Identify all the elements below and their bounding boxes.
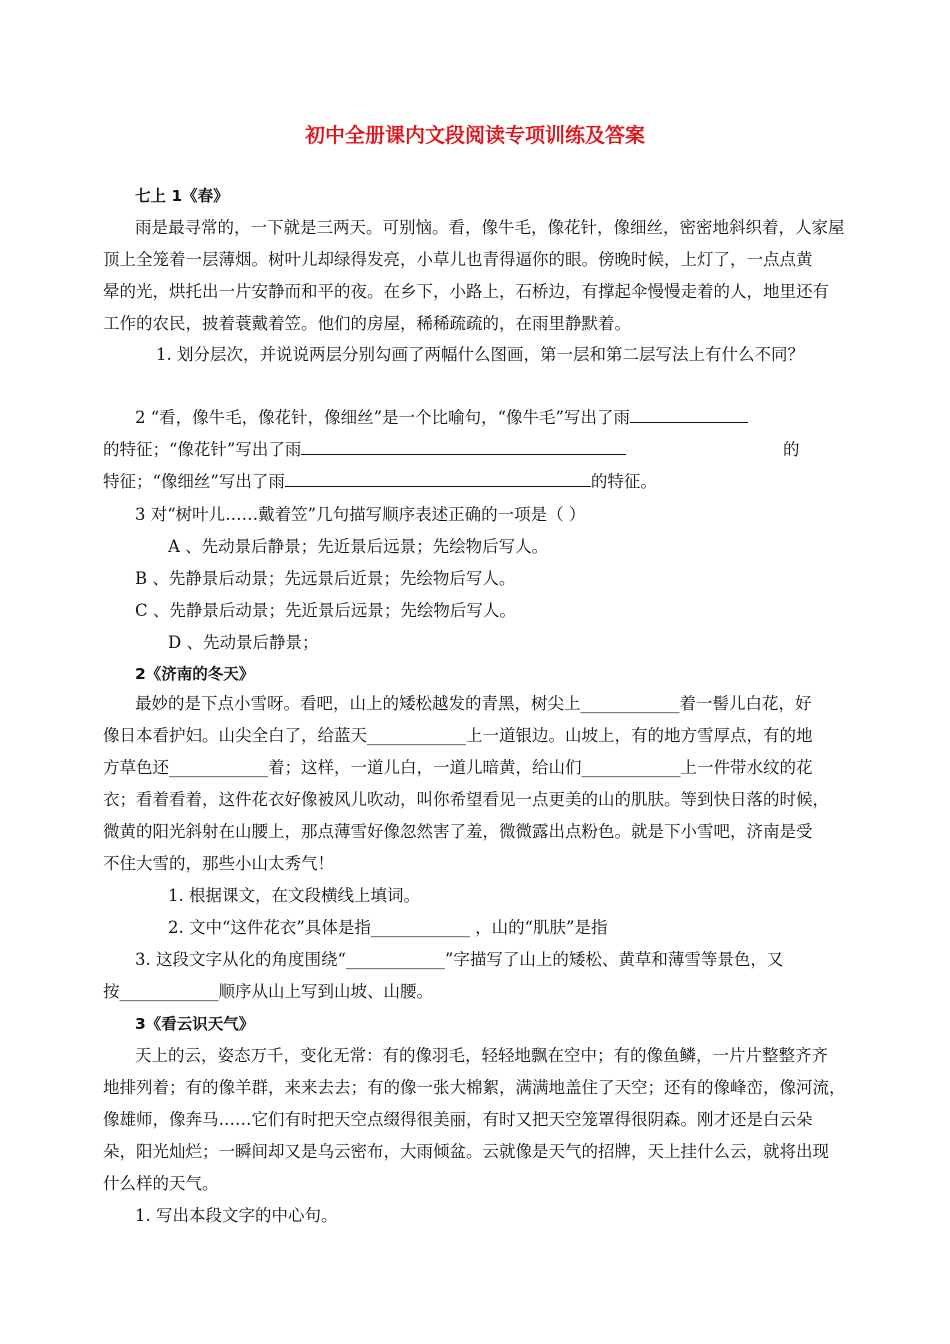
- paragraph-line: 微黄的阳光斜射在山腰上，那点薄雪好像忽然害了羞，微微露出点粉色。就是下小雪吧，济南是受: [103, 822, 813, 841]
- question-2-line-1: [135, 408, 748, 428]
- question-2-text-c: 特征；“像细丝”写出了雨: [103, 472, 285, 491]
- option-c: C 、先静景后动景；先近景后远景；先绘物后写人。: [135, 601, 516, 620]
- paragraph-line: 像日本看护妇。山尖全白了，给蓝天____________上一道银边。山坡上，有的地方雪厚点，有的地: [103, 726, 813, 745]
- option-b: B 、先静景后动景；先远景后近景；先绘物后写人。: [135, 569, 516, 588]
- paragraph-line: 工作的农民，披着蓑戴着笠。他们的房屋，稀稀疏疏的，在雨里静默着。: [103, 314, 631, 333]
- question-2-text-a: 2 “看，像牛毛，像花针，像细丝”是一个比喻句，“像牛毛”写出了雨: [135, 408, 630, 427]
- paragraph-line: 像雄师，像奔马……它们有时把天空点缀得很美丽，有时又把天空笼罩得很阴森。刚才还是白云朵: [103, 1110, 813, 1129]
- question-1: 1. 根据课文，在文段横线上填词。: [168, 886, 420, 905]
- paragraph-line: 什么样的天气。: [103, 1174, 219, 1193]
- question-2-text-c-end: 的特征。: [590, 472, 657, 491]
- option-d: D 、先动景后静景；: [168, 633, 319, 652]
- section-heading-jinan-winter: 2《济南的冬天》: [135, 665, 255, 683]
- answer-blank[interactable]: [301, 440, 626, 455]
- question-2-text-b-end: 的: [783, 440, 800, 459]
- question-3-line-2: 按____________顺序从山上写到山坡、山腰。: [103, 982, 433, 1001]
- question-1: 1. 划分层次，并说说两层分别勾画了两幅什么图画，第一层和第二层写法上有什么不同？: [156, 345, 804, 364]
- paragraph-line: 雨是最寻常的，一下就是三两天。可别恼。看，像牛毛，像花针，像细丝，密密地斜织着，人家屋: [135, 218, 845, 237]
- question-2: 2. 文中“这件花衣”具体是指____________ ，山的“肌肤”是指: [168, 918, 608, 937]
- question-2-line-3: [103, 472, 657, 492]
- paragraph-line: 衣；看着看着，这件花衣好像被风儿吹动，叫你希望看见一点更美的山的肌肤。等到快日落的时候，: [103, 790, 829, 809]
- paragraph-line: 顶上全笼着一层薄烟。树叶儿却绿得发亮，小草儿也青得逼你的眼。傍晚时候，上灯了，一点点黄: [103, 250, 813, 269]
- paragraph-line: 天上的云，姿态万千，变化无常：有的像羽毛，轻轻地飘在空中；有的像鱼鳞，一片片整整齐齐: [135, 1046, 828, 1065]
- paragraph-line: 地排列着；有的像羊群，来来去去；有的像一张大棉絮，满满地盖住了天空；还有的像峰峦，像河流，: [103, 1078, 846, 1097]
- paragraph-line: 方草色还____________着；这样，一道儿白，一道儿暗黄，给山们____________上一件带水纹的花: [103, 758, 813, 777]
- paragraph-line: 不住大雪的，那些小山太秀气！: [103, 854, 334, 873]
- document-title: 初中全册课内文段阅读专项训练及答案: [305, 123, 645, 147]
- question-2-text-b: 的特征；“像花针”写出了雨: [103, 440, 302, 459]
- answer-blank[interactable]: [630, 408, 748, 423]
- option-a: A 、先动景后静景；先近景后远景；先绘物后写人。: [168, 537, 549, 556]
- section-heading-spring: 七上 1《春》: [135, 187, 229, 205]
- question-3-line-1: 3. 这段文字从化的角度围绕“____________”字描写了山上的矮松、黄草和薄雪等景色，又: [135, 950, 784, 969]
- paragraph-line: 朵，阳光灿烂；一瞬间却又是乌云密布，大雨倾盆。云就像是天气的招牌，天上挂什么云，就将出现: [103, 1142, 829, 1161]
- question-2-line-2: [103, 440, 626, 460]
- paragraph-line: 最妙的是下点小雪呀。看吧，山上的矮松越发的青黑，树尖上____________着一髻儿白花，好: [135, 694, 812, 713]
- section-heading-clouds: 3《看云识天气》: [135, 1015, 255, 1033]
- question-3: 3 对“树叶儿……戴着笠”几句描写顺序表述正确的一项是（ ）: [135, 505, 586, 524]
- paragraph-line: 晕的光，烘托出一片安静而和平的夜。在乡下，小路上，石桥边，有撑起伞慢慢走着的人，地里还有: [103, 282, 829, 301]
- question-1: 1. 写出本段文字的中心句。: [135, 1206, 338, 1225]
- answer-blank[interactable]: [285, 472, 591, 487]
